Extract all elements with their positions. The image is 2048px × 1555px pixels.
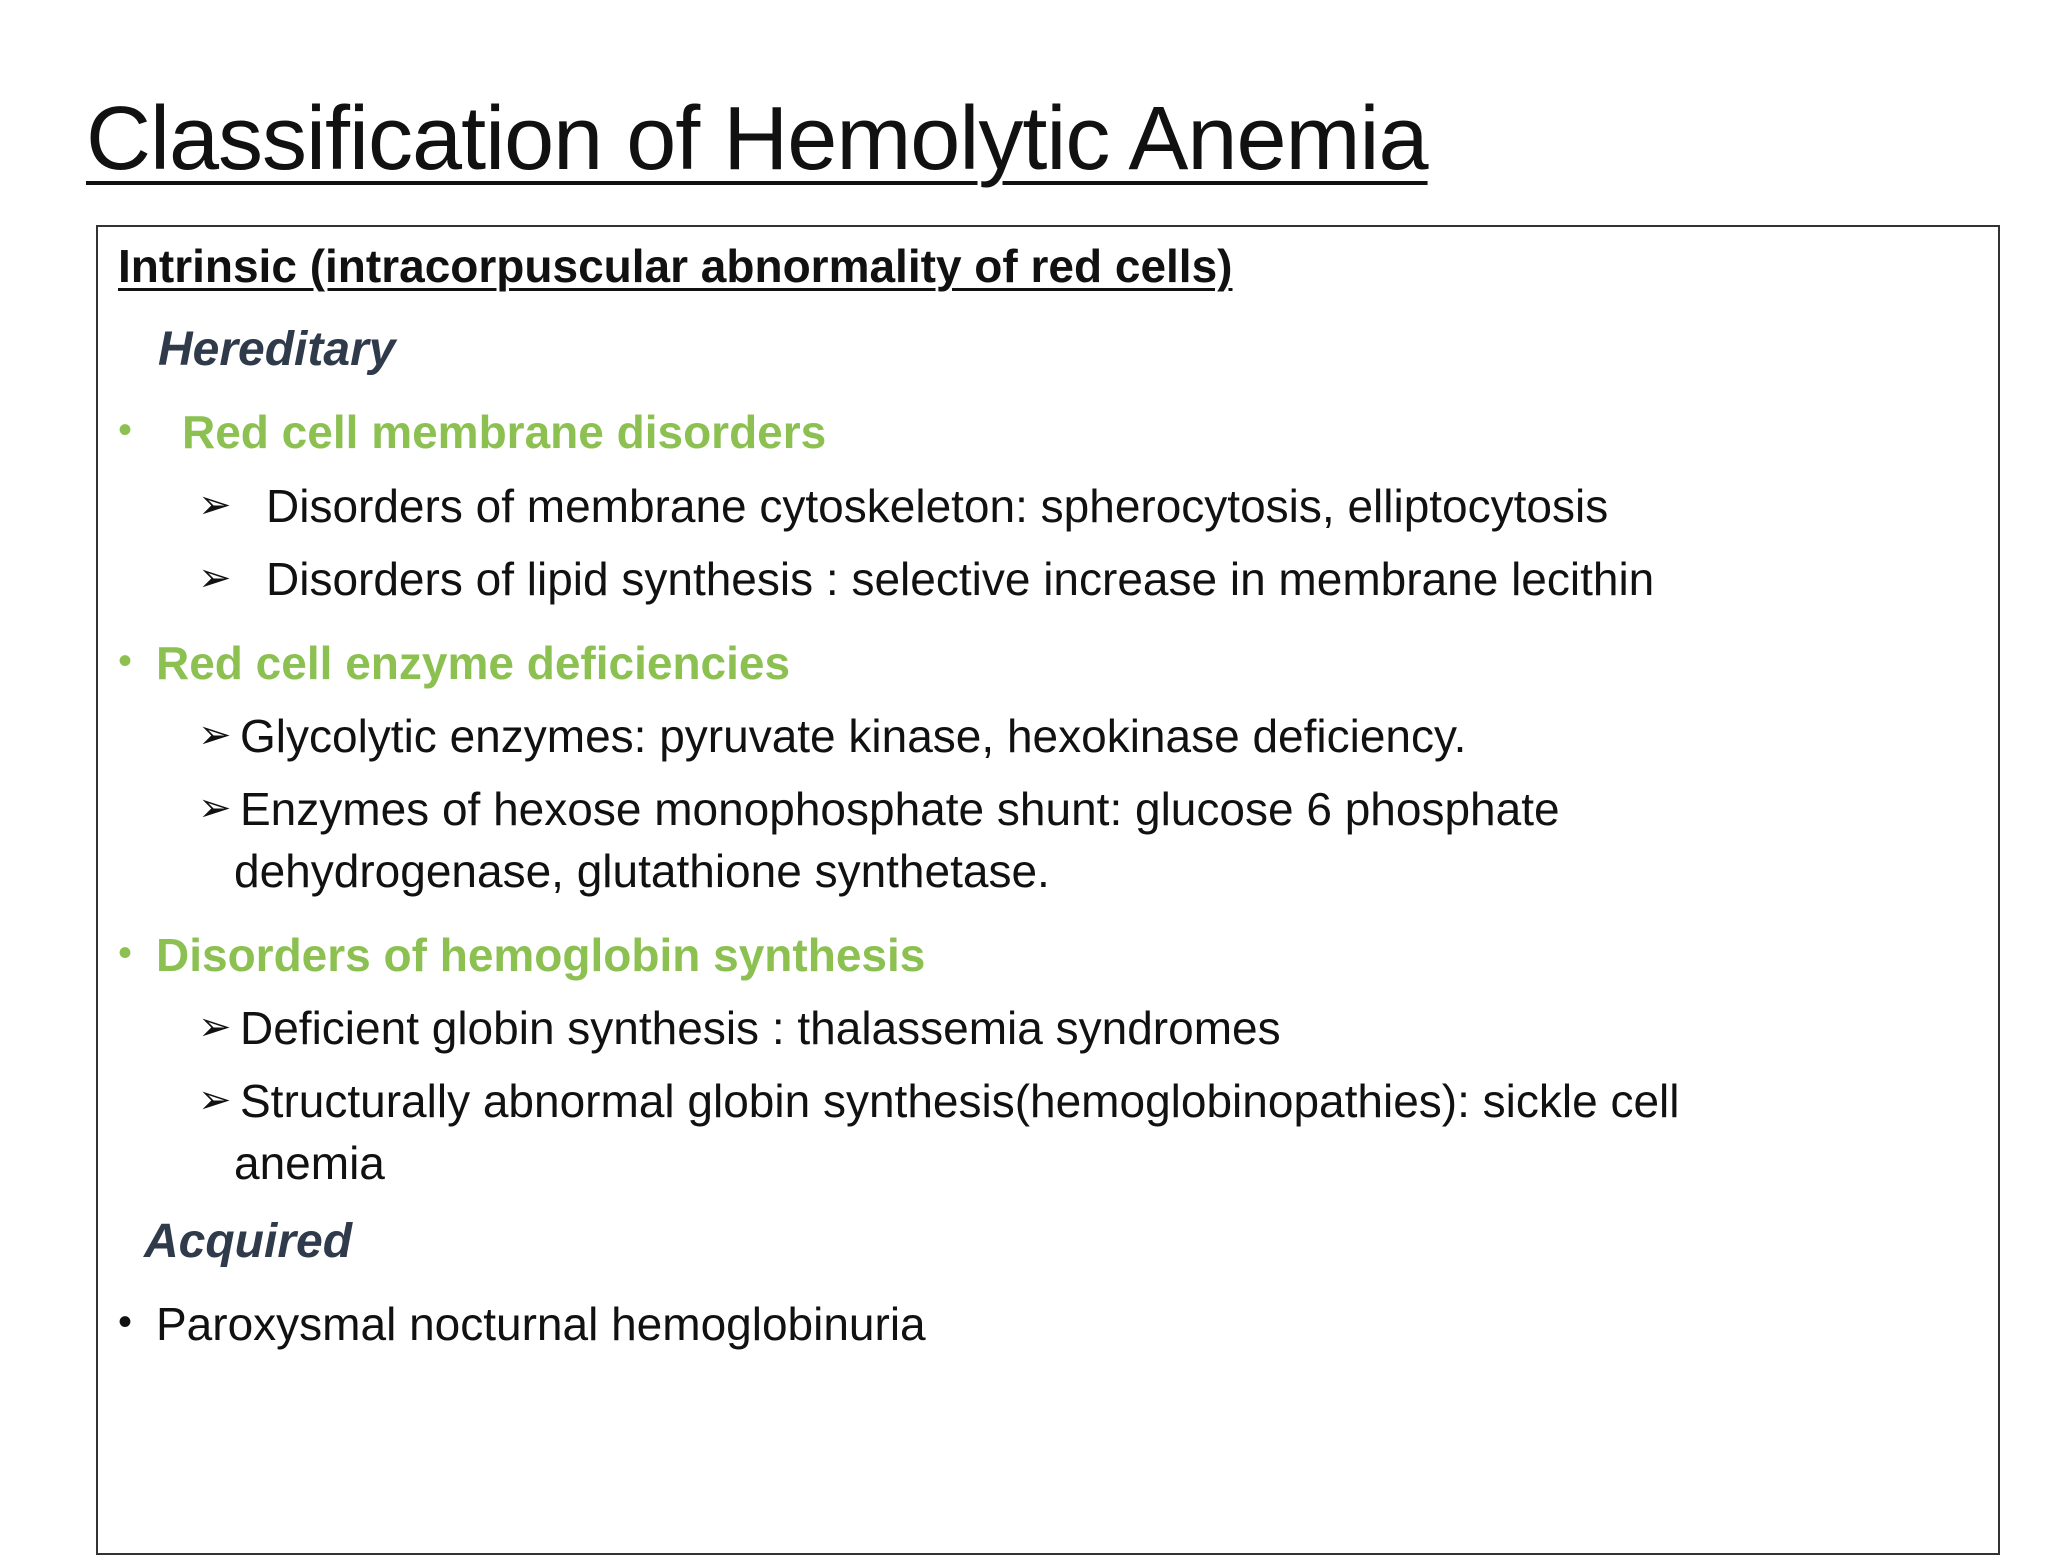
enzyme-item: Enzymes of hexose monophosphate shunt: glucose 6 phosphate — [240, 783, 1560, 835]
acquired-item: Paroxysmal nocturnal hemoglobinuria — [156, 1298, 926, 1350]
content-box — [96, 225, 2000, 1555]
enzyme-item-continued: dehydrogenase, glutathione synthetase. — [234, 845, 1050, 897]
membrane-item: Disorders of lipid synthesis : selective increase in membrane lecithin — [266, 553, 1655, 605]
enzyme-deficiencies-heading: Red cell enzyme deficiencies — [156, 637, 791, 689]
acquired-label: Acquired — [144, 1215, 353, 1268]
membrane-item: Disorders of membrane cytoskeleton: spherocytosis, elliptocytosis — [266, 480, 1609, 532]
hemoglobin-item-continued: anemia — [234, 1137, 385, 1189]
slide-title: Classification of Hemolytic Anemia — [86, 89, 1428, 189]
arrow-bullet-icon: ➢ — [198, 713, 232, 757]
bullet-icon: • — [118, 639, 133, 683]
arrow-bullet-icon: ➢ — [198, 1005, 232, 1049]
bullet-icon: • — [118, 408, 133, 452]
hemoglobin-synthesis-heading: Disorders of hemoglobin synthesis — [156, 929, 926, 981]
arrow-bullet-icon: ➢ — [198, 786, 232, 830]
bullet-icon: • — [118, 931, 133, 975]
arrow-bullet-icon: ➢ — [198, 556, 232, 600]
hemoglobin-item: Structurally abnormal globin synthesis(hemoglobinopathies): sickle cell — [240, 1075, 1680, 1127]
bullet-icon: • — [118, 1300, 133, 1344]
membrane-disorders-heading: Red cell membrane disorders — [182, 406, 827, 458]
enzyme-item: Glycolytic enzymes: pyruvate kinase, hexokinase deficiency. — [240, 710, 1467, 762]
intrinsic-heading: Intrinsic (intracorpuscular abnormality of red cells) — [118, 240, 1233, 292]
hereditary-label: Hereditary — [158, 323, 396, 376]
hemoglobin-item: Deficient globin synthesis : thalassemia syndromes — [240, 1002, 1281, 1054]
arrow-bullet-icon: ➢ — [198, 1078, 232, 1122]
arrow-bullet-icon: ➢ — [198, 483, 232, 527]
